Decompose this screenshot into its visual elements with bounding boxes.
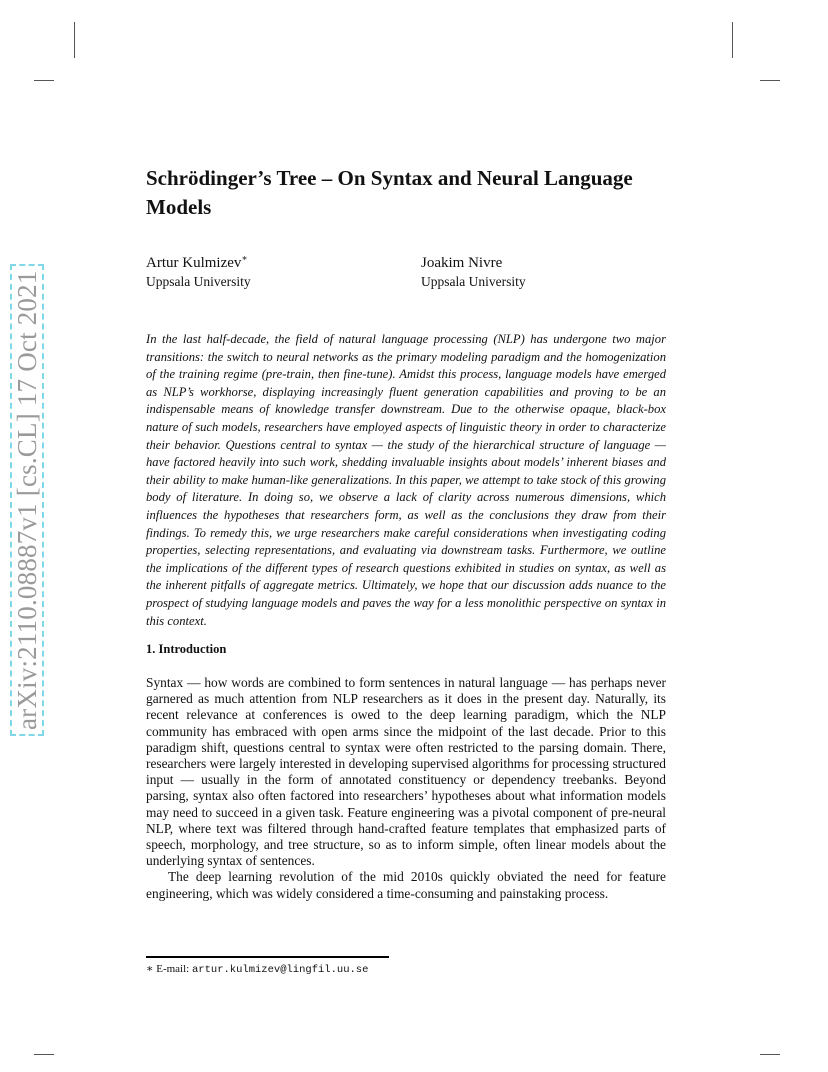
crop-mark xyxy=(74,22,75,58)
crop-mark xyxy=(34,80,54,81)
footnote-marker[interactable]: ∗ xyxy=(241,253,248,263)
author-affiliation: Uppsala University xyxy=(421,274,526,289)
crop-mark xyxy=(34,1054,54,1055)
body-text xyxy=(146,675,666,902)
footnote-label: E-mail: xyxy=(156,963,190,975)
crop-mark xyxy=(760,1054,780,1055)
arxiv-stamp[interactable]: arXiv:2110.08887v1 [cs.CL] 17 Oct 2021 xyxy=(10,264,44,736)
abstract: In the last half-decade, the field of natural language processing (NLP) has undergone two major transitions: the switch to neural networks as the primary modeling paradigm and the homogenization of the training regime (pre-train, then fine-tune). Amidst this process, language models have emerged as NLP’s workhorse, displaying increasingly fluent generation capabilities and proving to be an indispensable means of knowledge transfer downstream. Due to the otherwise opaque, black-box nature of such models, researchers have employed aspects of linguistic theory in order to characterize their behavior. Questions central to syntax — the study of the hierarchical structure of language — have factored heavily into such work, shedding invaluable insights about models’ inherent biases and their ability to make human-like generalizations. In this paper, we attempt to take stock of this growing body of literature. In doing so, we observe a lack of clarity across numerous dimensions, which influences the hypotheses that researchers form, as well as the conclusions they draw from their findings. To remedy this, we urge researchers make careful considerations when investigating coding properties, selecting representations, and evaluating via downstream tasks. Furthermore, we outline the implications of the different types of research questions exhibited in studies on syntax, as well as the inherent pitfalls of aggregate metrics. Ultimately, we hope that our discussion adds nuance to the prospect of studying language models and paves the way for a less monolithic perspective on syntax in this context. xyxy=(146,332,666,628)
footnote-marker: ∗ xyxy=(146,963,154,975)
author-block xyxy=(421,254,526,291)
paper-title: Schrödinger’s Tree – On Syntax and Neural Language Models xyxy=(146,166,633,219)
email-link[interactable]: artur.kulmizev@lingfil.uu.se xyxy=(191,964,369,976)
paragraph: Syntax — how words are combined to form sentences in natural language — has perhaps never garnered as much attention from NLP researchers as it does in the present day. Naturally, its recent relevance at conferences is owed to the deep learning paradigm, which the NLP community has embraced with open arms since the midpoint of the last decade. Prior to this paradigm shift, questions central to syntax were often restricted to the parsing domain. There, researchers were largely interested in developing supervised algorithms for processing structured input — usually in the form of annotated constituency or dependency treebanks. Beyond parsing, syntax also often factored into researchers’ hypotheses about what information models may need to succeed in a given task. Feature engineering was a pivotal component of pre-neural NLP, where text was filtered through hand-crafted feature templates that emphasized parts of speech, morphology, and tree structure, so as to inform simple, often linear models about the underlying syntax of sentences. xyxy=(146,675,666,869)
author-name: Joakim Nivre xyxy=(421,255,503,271)
author-affiliation: Uppsala University xyxy=(146,274,251,289)
paragraph: The deep learning revolution of the mid 2010s quickly obviated the need for feature engineering, which was widely considered a time-consuming and painstaking process. xyxy=(146,869,666,901)
section-heading: 1. Introduction xyxy=(146,642,227,656)
footnote-rule xyxy=(146,956,389,958)
crop-mark xyxy=(760,80,780,81)
footnote xyxy=(146,962,368,977)
crop-mark xyxy=(732,22,733,58)
author-name: Artur Kulmizev∗ xyxy=(146,253,248,271)
author-block xyxy=(146,254,251,291)
